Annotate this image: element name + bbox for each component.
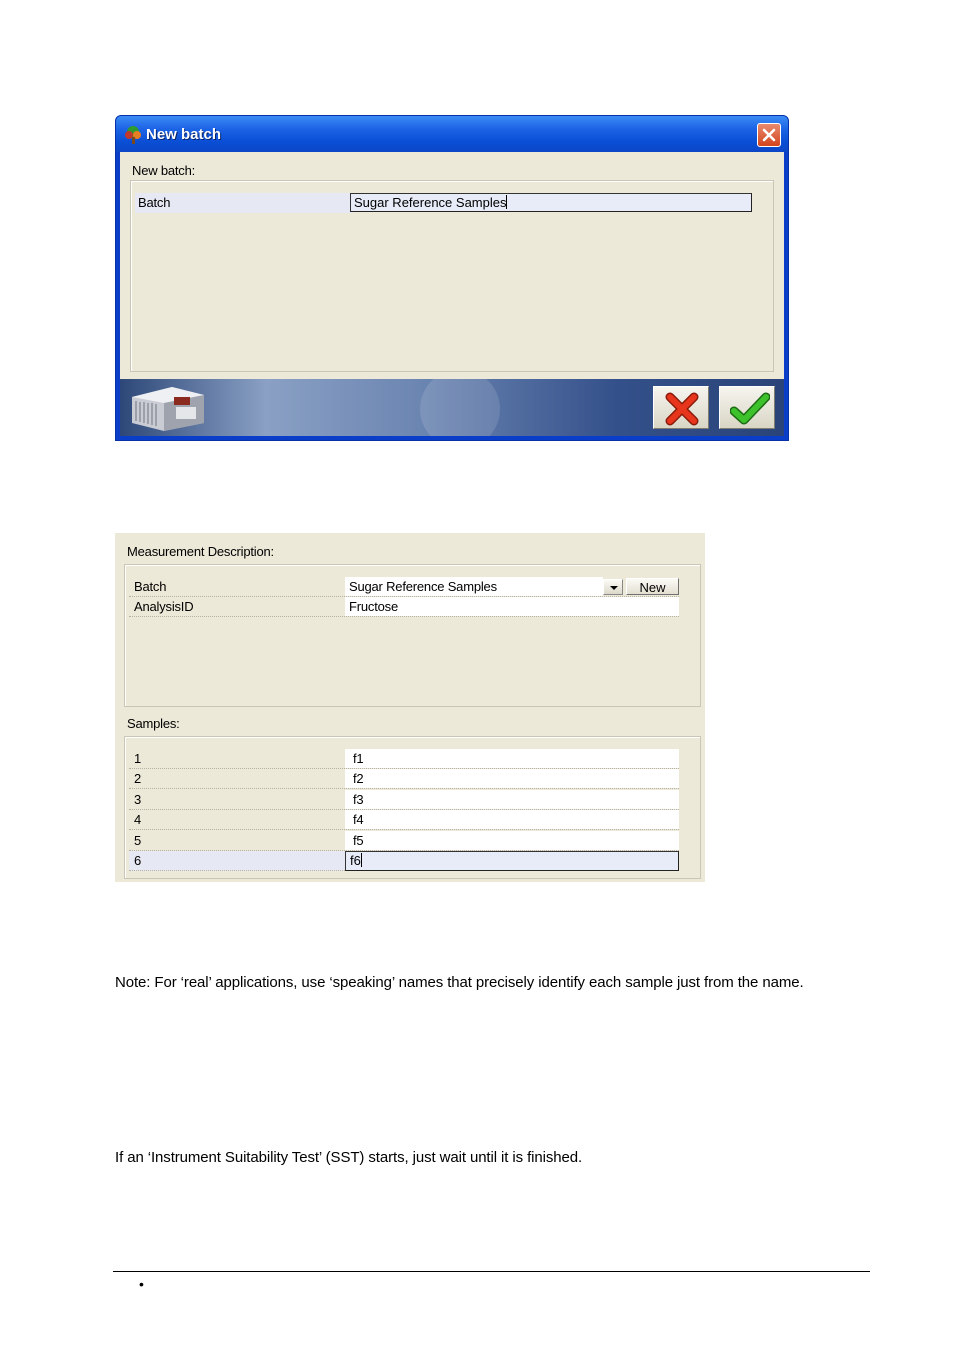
samples-group	[124, 736, 701, 879]
batch-label: Batch	[134, 579, 167, 594]
text-caret	[506, 195, 507, 209]
footer-bullet: •	[139, 1276, 144, 1292]
measurement-panel	[115, 533, 705, 882]
measurement-group	[124, 564, 701, 707]
analysis-id-value: Fructose	[349, 599, 398, 614]
batch-row	[129, 577, 679, 597]
sample-row	[129, 790, 679, 810]
dialog-title: New batch	[146, 126, 222, 143]
note-paragraph: Note: For ‘real’ applications, use ‘speaking’ names that precisely identify each sample just from the name.	[115, 974, 804, 991]
dialog-footer	[120, 379, 784, 436]
sample-index: 4	[134, 812, 142, 827]
instrument-icon	[128, 383, 206, 433]
cancel-button[interactable]	[653, 386, 709, 429]
sample-name: f6	[350, 853, 361, 868]
sample-name: f5	[353, 833, 364, 848]
sample-name: f1	[353, 751, 364, 766]
sample-name-input[interactable]	[345, 810, 679, 829]
footer-rule	[113, 1271, 870, 1272]
green-check-icon	[730, 391, 770, 427]
dialog-body	[120, 152, 784, 379]
batch-label: Batch	[138, 195, 171, 210]
new-batch-dialog	[115, 115, 789, 441]
analysis-id-input[interactable]	[345, 597, 679, 616]
close-icon	[762, 128, 776, 142]
samples-section-label: Samples:	[127, 716, 180, 731]
batch-combo[interactable]	[345, 577, 603, 596]
batch-combo-value: Sugar Reference Samples	[349, 579, 497, 594]
new-batch-group	[130, 180, 774, 372]
new-batch-section-label: New batch:	[132, 163, 196, 178]
sample-name-input[interactable]	[345, 790, 679, 809]
batch-name-value: Sugar Reference Samples	[354, 195, 507, 210]
new-batch-button[interactable]: New	[626, 578, 679, 595]
sample-index: 3	[134, 792, 142, 807]
sample-row	[129, 769, 679, 789]
sample-index: 5	[134, 833, 142, 848]
sample-row-selected	[129, 851, 679, 871]
sample-name-edit[interactable]	[345, 851, 679, 871]
text-caret	[361, 853, 362, 867]
sample-name-input[interactable]	[345, 769, 679, 788]
sample-index: 6	[134, 853, 142, 868]
sample-row	[129, 831, 679, 851]
red-x-icon	[664, 391, 700, 427]
tree-app-icon	[123, 125, 143, 145]
measurement-section-label: Measurement Description:	[127, 544, 274, 559]
sample-name: f2	[353, 771, 364, 786]
sample-name: f3	[353, 792, 364, 807]
sample-row	[129, 749, 679, 769]
analysis-row	[129, 597, 679, 617]
sample-name-input[interactable]	[345, 831, 679, 850]
ok-button[interactable]	[719, 386, 775, 429]
sample-index: 2	[134, 771, 142, 786]
dialog-titlebar[interactable]	[116, 116, 788, 152]
footer-decoration	[420, 379, 500, 436]
batch-dropdown-button[interactable]	[603, 579, 623, 595]
analysis-id-label: AnalysisID	[134, 599, 194, 614]
sample-row	[129, 810, 679, 830]
sst-paragraph: If an ‘Instrument Suitability Test’ (SST) starts, just wait until it is finished.	[115, 1149, 583, 1166]
sample-index: 1	[134, 751, 142, 766]
close-button[interactable]	[757, 123, 781, 147]
sample-name-input[interactable]	[345, 749, 679, 768]
batch-name-input[interactable]	[350, 193, 752, 212]
sample-name: f4	[353, 812, 364, 827]
